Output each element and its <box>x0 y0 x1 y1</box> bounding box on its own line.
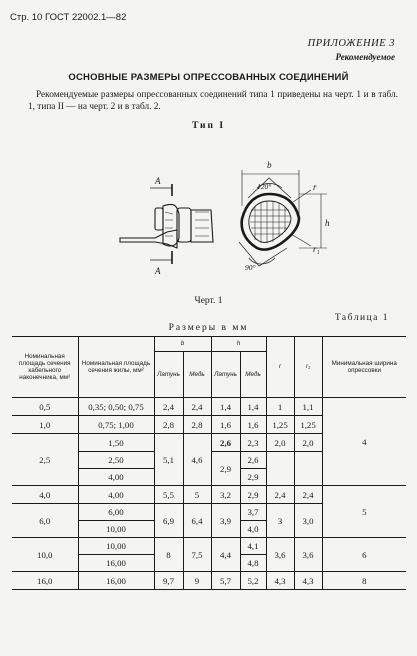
cell-r: 4,3 <box>266 572 294 590</box>
cell-area: 4,0 <box>12 486 78 504</box>
cell-h-brass: 4,4 <box>211 538 240 572</box>
type-heading: Тип I <box>191 121 226 131</box>
cell-r1: 3,6 <box>294 538 322 572</box>
cell-wire: 10,00 <box>78 521 154 538</box>
cell-b-brass: 5,5 <box>154 486 183 504</box>
cell-r1: 2,0 <box>294 434 322 452</box>
cell-wire: 1,50 <box>78 434 154 452</box>
cell-b-copper: 4,6 <box>183 434 211 486</box>
appendix-title: ПРИЛОЖЕНИЕ 3 <box>307 38 395 49</box>
cell-b-brass: 5,1 <box>154 434 183 486</box>
cell-r: 2,4 <box>266 486 294 504</box>
figure-caption: Черт. 1 <box>194 296 223 306</box>
cell-r1: 2,4 <box>294 486 322 504</box>
cell-h-copper: 2,6 <box>240 452 266 469</box>
header-wire: Номинальная площадь сечения жилы, мм² <box>78 337 154 398</box>
cell-wire: 4,00 <box>78 469 154 486</box>
cell-wire: 0,35; 0,50; 0,75 <box>78 398 154 416</box>
cell-r1: 4,3 <box>294 572 322 590</box>
cell-h-brass: 2,9 <box>211 452 240 486</box>
cell-h-copper: 2,9 <box>240 469 266 486</box>
cell-h-copper: 1,6 <box>240 416 266 434</box>
header-h: h <box>211 337 266 352</box>
cell-area: 0,5 <box>12 398 78 416</box>
cell-wire: 0,75; 1,00 <box>78 416 154 434</box>
angle-90-label: 90° <box>245 263 256 272</box>
header-r1: r₁ <box>294 337 322 398</box>
cell-h-brass: 1,4 <box>211 398 240 416</box>
dim-b-label: b <box>267 160 272 170</box>
cell-b-copper: 7,5 <box>183 538 211 572</box>
cell-h-copper: 4,8 <box>240 555 266 572</box>
cell-h-copper: 2,9 <box>240 486 266 504</box>
dim-h-label: h <box>325 218 330 228</box>
cell-r1: 1,1 <box>294 398 322 416</box>
cell-h-brass: 2,6 <box>211 434 240 452</box>
cell-b-copper: 6,4 <box>183 504 211 538</box>
cell-r: 1 <box>266 398 294 416</box>
cell-b-brass: 6,9 <box>154 504 183 538</box>
cell-area: 2,5 <box>12 434 78 486</box>
cell-r <box>266 452 294 486</box>
cell-r1: 3,0 <box>294 504 322 538</box>
cell-h-copper: 3,7 <box>240 504 266 521</box>
cell-h-brass: 3,2 <box>211 486 240 504</box>
cell-area: 6,0 <box>12 504 78 538</box>
cell-area: 1,0 <box>12 416 78 434</box>
cell-r: 1,25 <box>266 416 294 434</box>
cell-h-copper: 4,1 <box>240 538 266 555</box>
cell-h-brass: 5,7 <box>211 572 240 590</box>
connector-drawing <box>115 156 405 288</box>
appendix-status: Рекомендуемое <box>335 52 395 62</box>
header-h-brass: Латунь <box>211 352 240 398</box>
section-label-a-bottom: A <box>155 266 161 276</box>
cell-min-width: 4 <box>322 398 406 486</box>
cell-min-width: 6 <box>322 538 406 572</box>
cell-wire: 16,00 <box>78 572 154 590</box>
cell-r: 3 <box>266 504 294 538</box>
cell-h-copper: 1,4 <box>240 398 266 416</box>
table-caption: Размеры в мм <box>168 323 249 333</box>
cell-h-brass: 1,6 <box>211 416 240 434</box>
cell-b-copper: 5 <box>183 486 211 504</box>
cell-wire: 4,00 <box>78 486 154 504</box>
section-label-a-top: A <box>155 176 161 186</box>
header-r: r <box>266 337 294 398</box>
header-b: b <box>154 337 211 352</box>
table-number: Таблица 1 <box>334 313 389 323</box>
cell-b-brass: 8 <box>154 538 183 572</box>
dim-r-label: r <box>313 182 317 192</box>
cell-min-width: 8 <box>322 572 406 590</box>
cell-h-copper: 4,0 <box>240 521 266 538</box>
cell-b-brass: 9,7 <box>154 572 183 590</box>
cell-wire: 16,00 <box>78 555 154 572</box>
cell-h-brass: 3,9 <box>211 504 240 538</box>
cell-min-width: 5 <box>322 486 406 538</box>
header-b-copper: Медь <box>183 352 211 398</box>
intro-paragraph: Рекомендуемые размеры опрессованных соединений типа 1 приведены на черт. 1 и в табл. 1, типа II — на черт. 2 и в табл. 2. <box>28 90 398 112</box>
cell-wire: 6,00 <box>78 504 154 521</box>
cell-h-copper: 2,3 <box>240 434 266 452</box>
cell-h-copper: 5,2 <box>240 572 266 590</box>
header-b-brass: Латунь <box>154 352 183 398</box>
cell-area: 10,0 <box>12 538 78 572</box>
header-area: Номинальная площадь сечения кабельного наконечника, мм² <box>12 337 78 398</box>
cell-b-brass: 2,8 <box>154 416 183 434</box>
cell-b-copper: 9 <box>183 572 211 590</box>
header-h-copper: Медь <box>240 352 266 398</box>
cell-b-copper: 2,8 <box>183 416 211 434</box>
cell-wire: 10,00 <box>78 538 154 555</box>
cell-b-copper: 2,4 <box>183 398 211 416</box>
dimensions-table <box>12 336 406 590</box>
angle-120-label: 120° <box>257 182 272 191</box>
cell-r1: 1,25 <box>294 416 322 434</box>
header-min-width: Минимальная ширина опрессовки <box>322 337 406 398</box>
cell-b-brass: 2,4 <box>154 398 183 416</box>
cell-r: 2,0 <box>266 434 294 452</box>
cell-r1 <box>294 452 322 486</box>
cell-area: 16,0 <box>12 572 78 590</box>
section-title: ОСНОВНЫЕ РАЗМЕРЫ ОПРЕССОВАННЫХ СОЕДИНЕНИЙ <box>68 72 349 83</box>
cell-r: 3,6 <box>266 538 294 572</box>
dim-r1-label: r₁ <box>313 244 320 254</box>
cell-wire: 2,50 <box>78 452 154 469</box>
page-header: Стр. 10 ГОСТ 22002.1—82 <box>10 12 127 23</box>
